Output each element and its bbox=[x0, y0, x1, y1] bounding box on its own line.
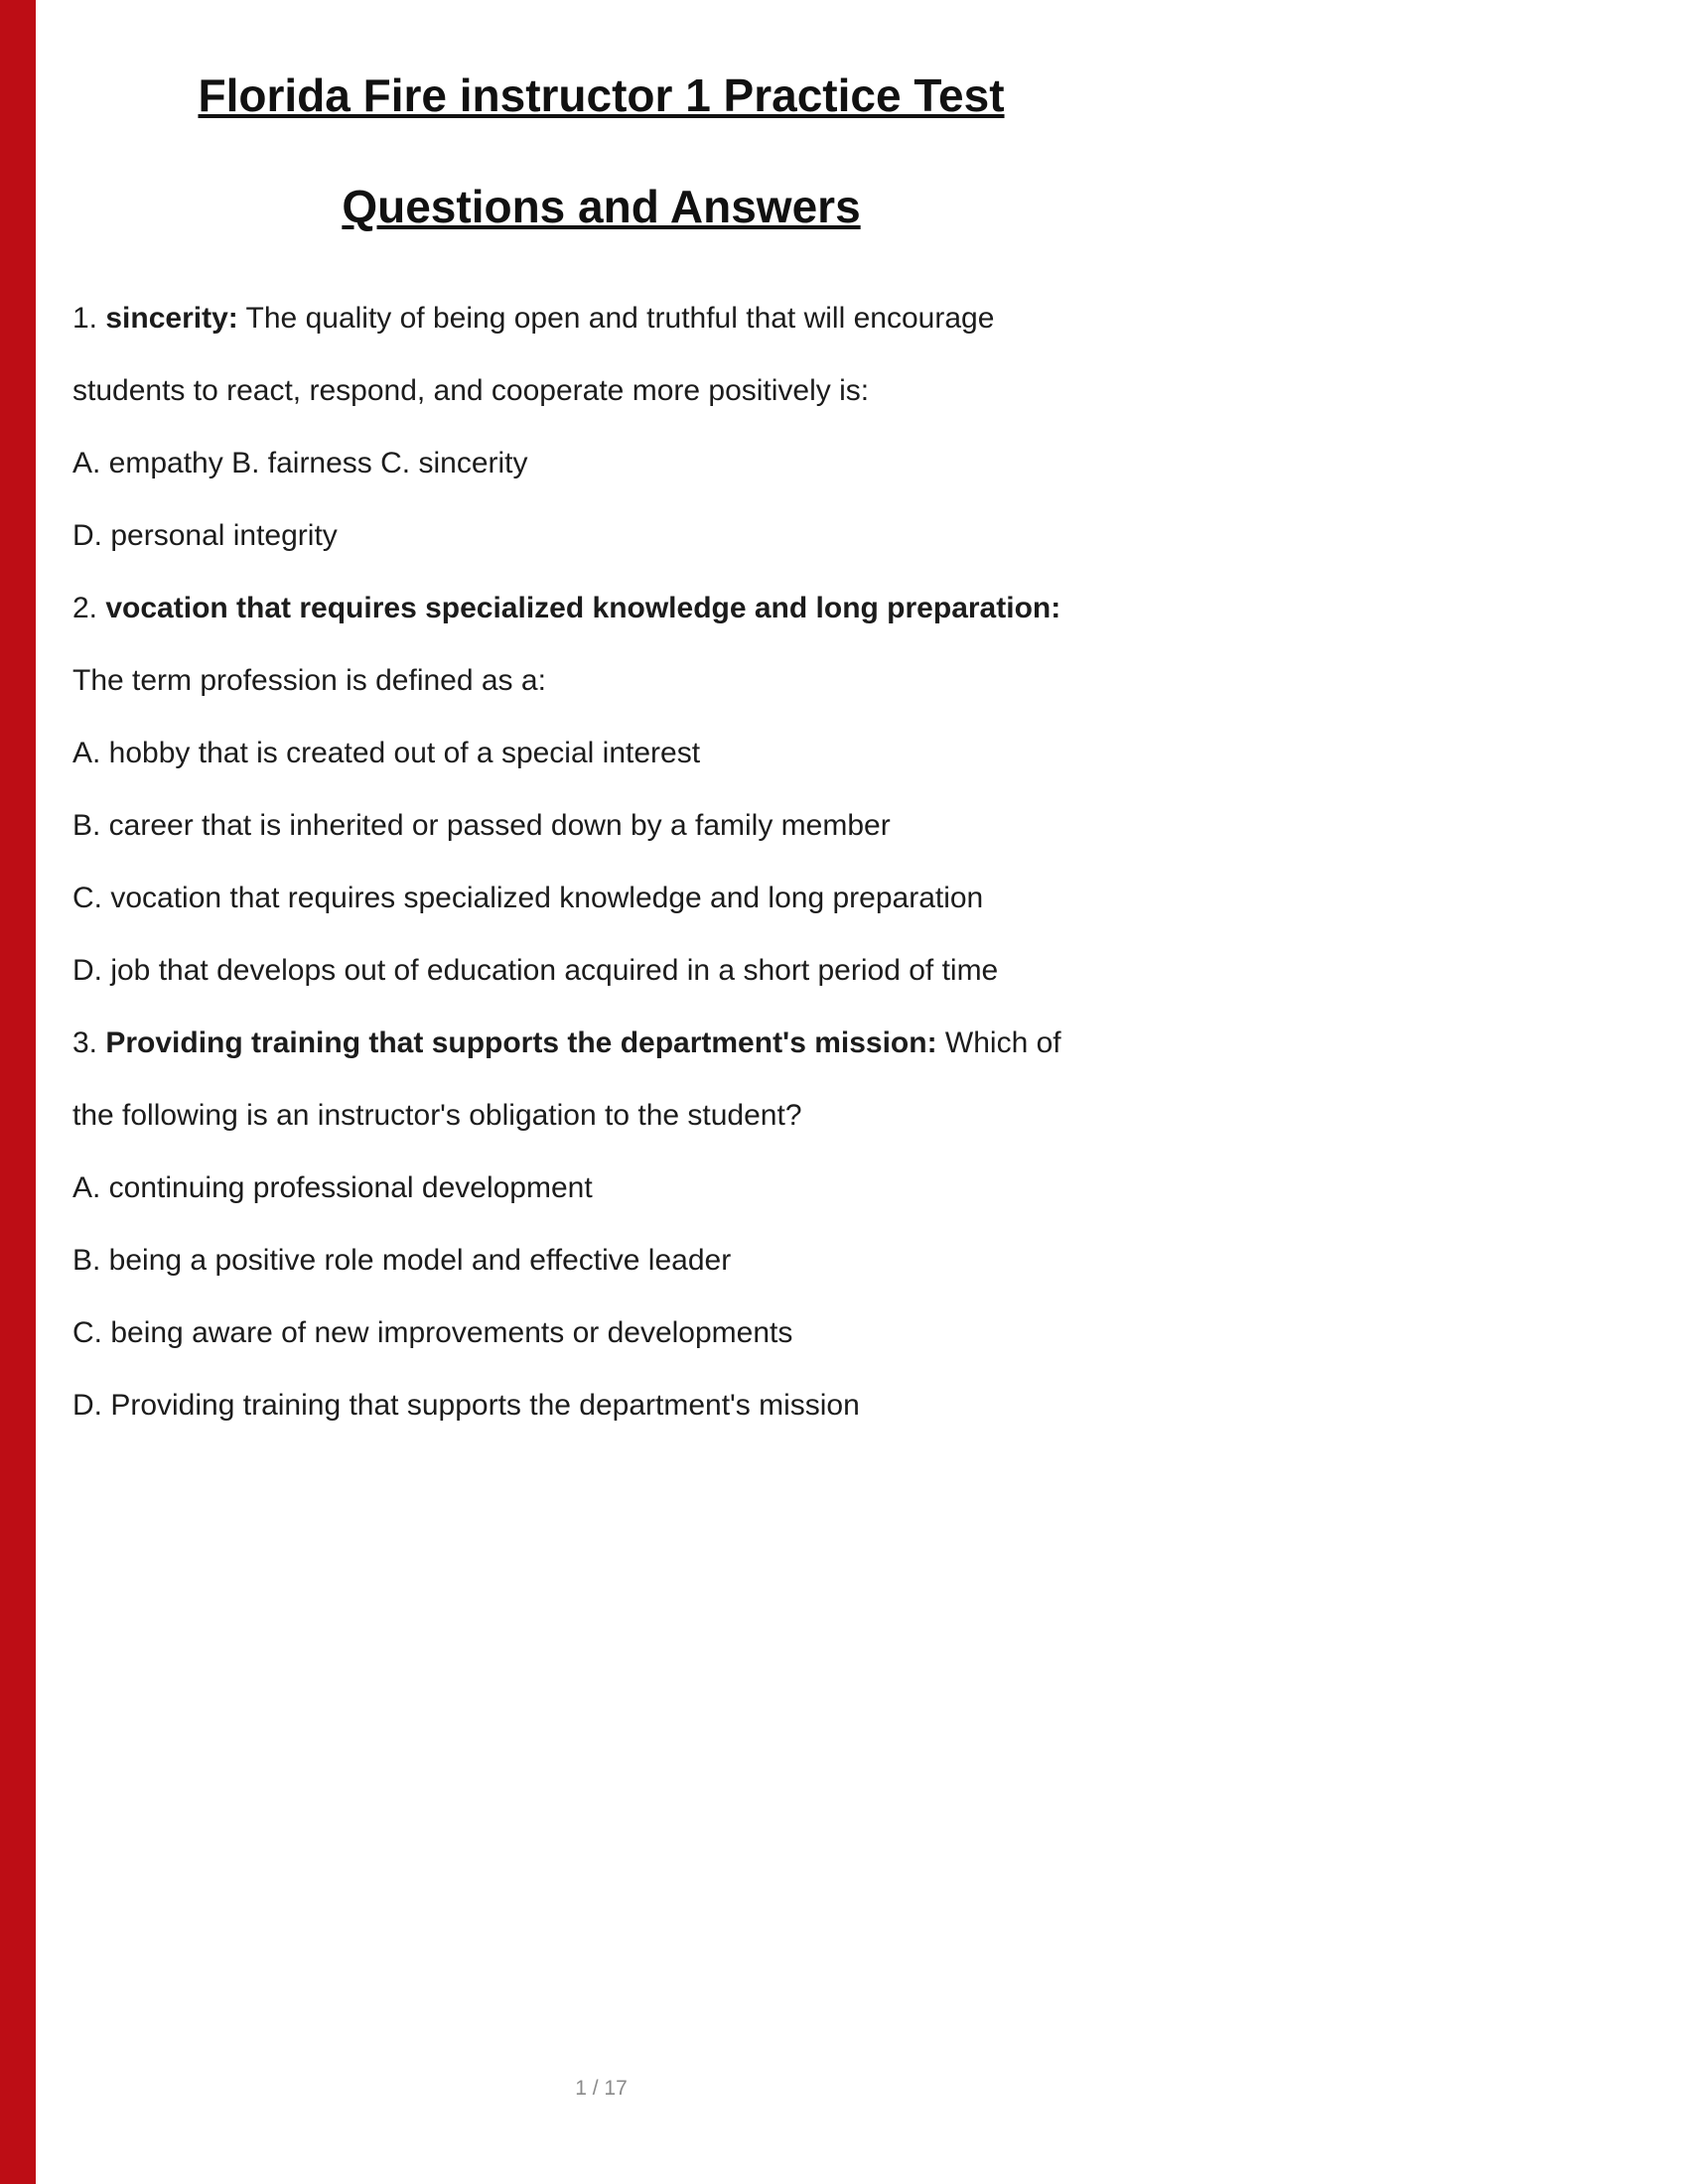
page-edge-stripe bbox=[0, 0, 36, 2184]
text-segment: C. vocation that requires specialized knowledge and long preparation bbox=[72, 882, 984, 914]
text-segment: D. Providing training that supports the department's mission bbox=[72, 1389, 860, 1422]
text-segment: D. personal integrity bbox=[72, 519, 338, 552]
document-title-line-1: Florida Fire instructor 1 Practice Test bbox=[198, 69, 1005, 121]
text-segment: B. career that is inherited or passed down by a family member bbox=[72, 809, 891, 842]
document-line bbox=[72, 862, 1130, 934]
text-segment: the following is an instructor's obligation to the student? bbox=[72, 1099, 802, 1132]
question-term: vocation that requires specialized knowledge and long preparation: bbox=[105, 592, 1061, 624]
document-line bbox=[72, 1079, 1130, 1152]
document-body bbox=[72, 282, 1130, 1441]
text-segment: B. being a positive role model and effective leader bbox=[72, 1244, 732, 1277]
text-segment: A. empathy B. fairness C. sincerity bbox=[72, 447, 528, 479]
document-line bbox=[72, 934, 1130, 1007]
document-line bbox=[72, 789, 1130, 862]
document-line bbox=[72, 1007, 1130, 1079]
question-term: Providing training that supports the department's mission: bbox=[105, 1026, 937, 1059]
document-page bbox=[72, 0, 1130, 1441]
document-line bbox=[72, 499, 1130, 572]
document-line bbox=[72, 644, 1130, 717]
document-line bbox=[72, 717, 1130, 789]
text-segment: 2. bbox=[72, 592, 106, 624]
text-segment: D. job that develops out of education acquired in a short period of time bbox=[72, 954, 999, 987]
text-segment: C. being aware of new improvements or developments bbox=[72, 1316, 793, 1349]
page-number: 1 / 17 bbox=[575, 2077, 628, 2100]
text-segment: Which of bbox=[936, 1026, 1061, 1059]
document-line bbox=[72, 354, 1130, 427]
document-line bbox=[72, 1297, 1130, 1369]
text-segment: students to react, respond, and cooperate more positively is: bbox=[72, 374, 870, 407]
document-line bbox=[72, 427, 1130, 499]
text-segment: The quality of being open and truthful that will encourage bbox=[237, 302, 995, 335]
document-title-line-2: Questions and Answers bbox=[342, 181, 861, 232]
question-term: sincerity: bbox=[105, 302, 238, 335]
text-segment: The term profession is defined as a: bbox=[72, 664, 546, 697]
text-segment: A. continuing professional development bbox=[72, 1171, 593, 1204]
text-segment: 3. bbox=[72, 1026, 106, 1059]
text-segment: A. hobby that is created out of a special interest bbox=[72, 737, 701, 769]
text-segment: 1. bbox=[72, 302, 106, 335]
document-line bbox=[72, 1369, 1130, 1441]
document-line bbox=[72, 1152, 1130, 1224]
document-line bbox=[72, 1224, 1130, 1297]
document-line bbox=[72, 282, 1130, 354]
document-line bbox=[72, 572, 1130, 644]
